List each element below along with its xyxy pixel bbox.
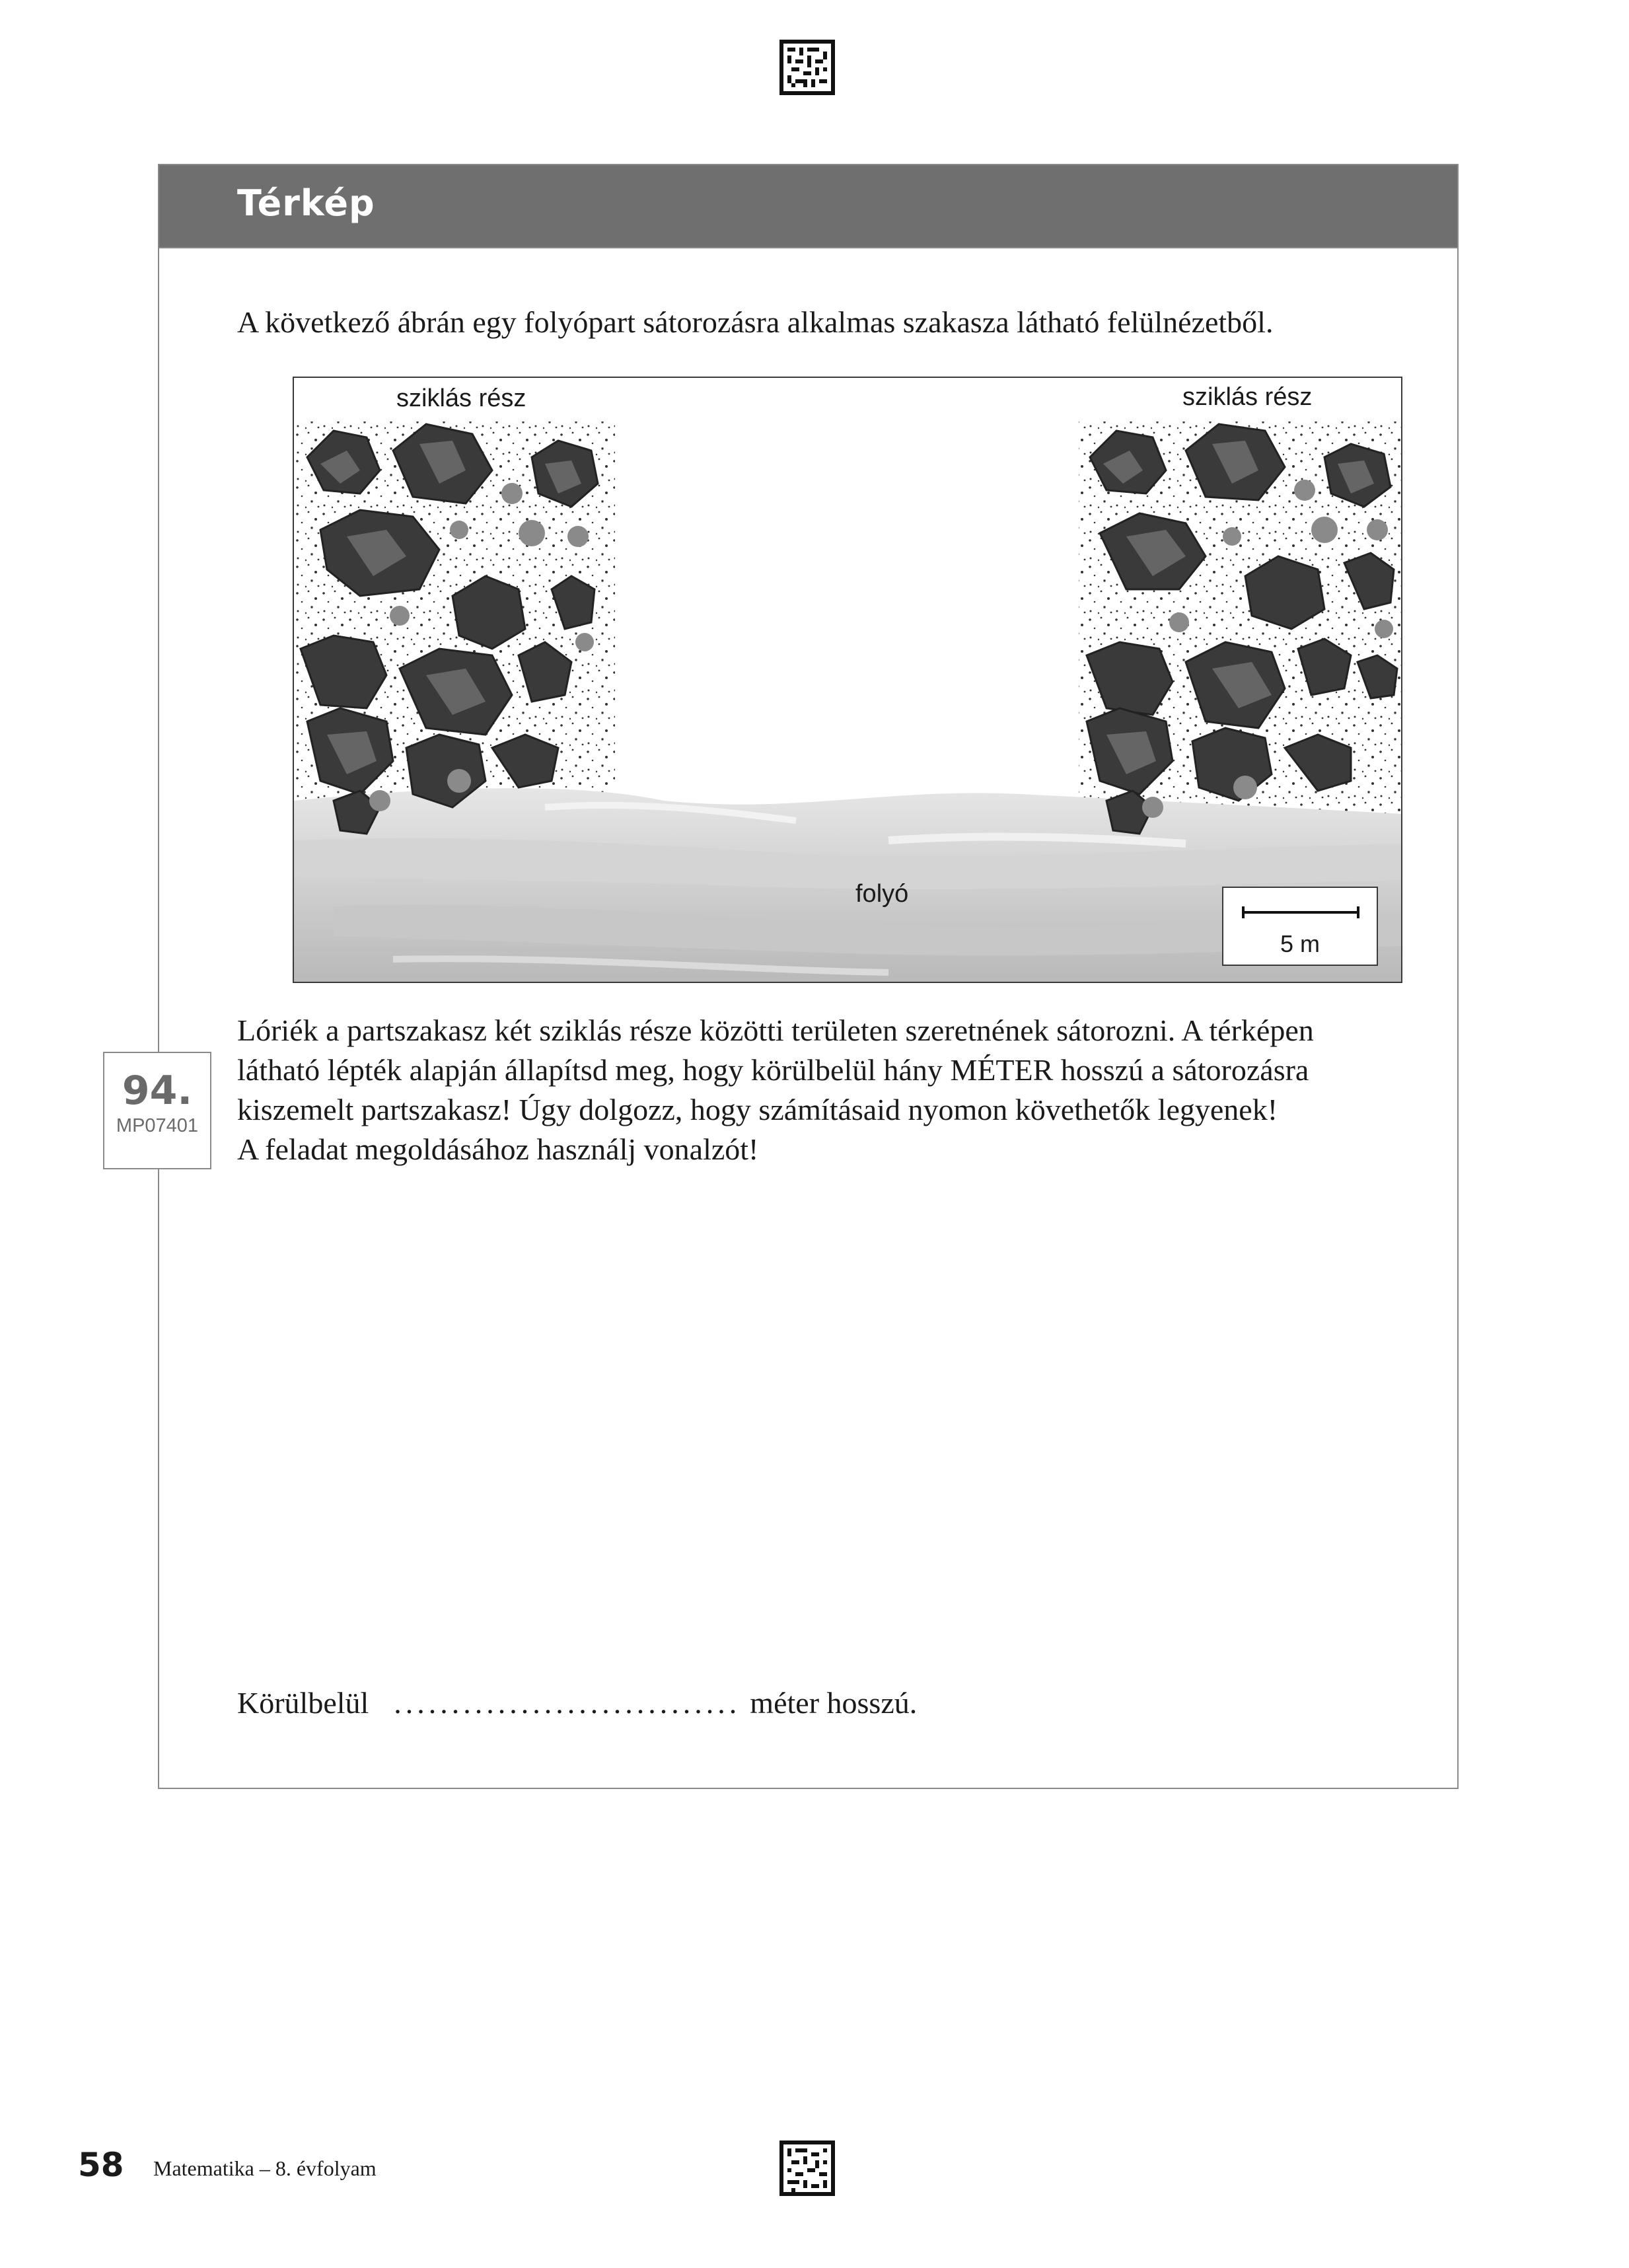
task-header bbox=[159, 165, 1457, 248]
task-number: 94. bbox=[122, 1068, 193, 1114]
map-figure bbox=[293, 377, 1402, 983]
rocky-area-right-label: sziklás rész bbox=[1182, 383, 1313, 411]
answer-suffix: méter hosszú. bbox=[750, 1686, 918, 1720]
answer-prefix: Körülbelül bbox=[237, 1686, 369, 1720]
question-text bbox=[237, 1011, 1453, 1169]
intro-text: A következő ábrán egy folyópart sátorozásra alkalmas szakasza látható felülnézetből. bbox=[237, 305, 1274, 339]
question-line: A feladat megoldásához használj vonalzót! bbox=[237, 1132, 759, 1166]
river-label: folyó bbox=[855, 880, 909, 908]
task-code: MP07401 bbox=[116, 1115, 199, 1136]
rocky-area-left-label: sziklás rész bbox=[396, 384, 526, 412]
task-box bbox=[158, 164, 1459, 1789]
scale-bar bbox=[1242, 906, 1359, 918]
task-title: Térkép bbox=[237, 182, 375, 224]
task-number-box bbox=[103, 1052, 211, 1169]
question-line: látható lépték alapján állapítsd meg, hogy körülbelül hány MÉTER hosszú a sátorozásra bbox=[237, 1053, 1309, 1087]
answer-blank[interactable]: .............................. bbox=[394, 1686, 741, 1720]
answer-line bbox=[237, 1683, 917, 1723]
qr-code-bottom bbox=[779, 2140, 835, 2196]
qr-code-top bbox=[779, 40, 835, 95]
map-scale bbox=[1222, 887, 1378, 966]
question-line: kiszemelt partszakasz! Úgy dolgozz, hogy számításaid nyomon követhetők legyenek! bbox=[237, 1093, 1278, 1126]
scale-label: 5 m bbox=[1280, 930, 1320, 957]
footer-subject: Matematika – 8. évfolyam bbox=[153, 2156, 377, 2180]
question-line: Lóriék a partszakasz két sziklás része közötti területen szeretnének sátorozni. A térképen bbox=[237, 1013, 1314, 1047]
page-number: 58 bbox=[78, 2146, 124, 2184]
